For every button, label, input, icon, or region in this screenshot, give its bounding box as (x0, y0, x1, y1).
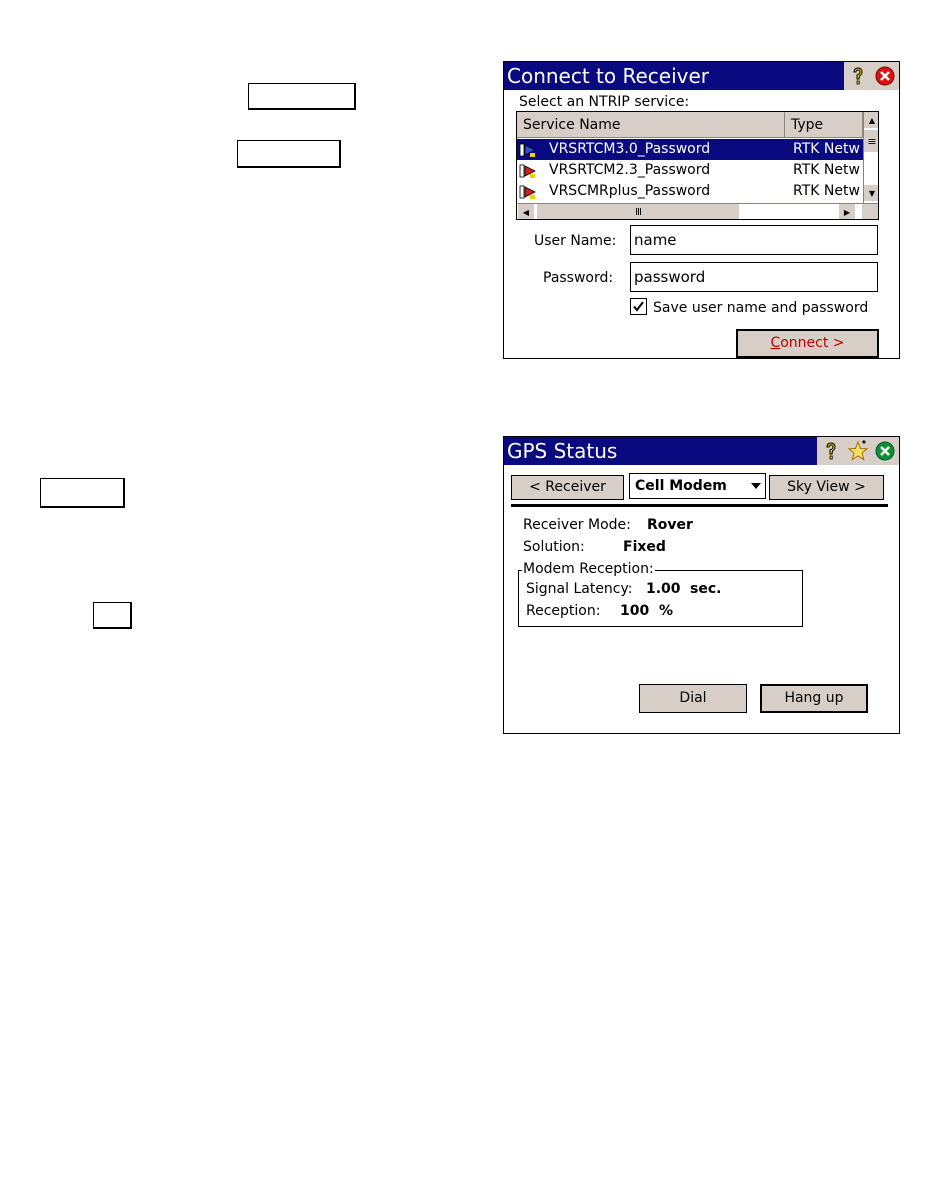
signal-latency-value: 1.00 (646, 581, 681, 597)
scroll-corner (862, 204, 879, 220)
window-title: Connect to Receiver (507, 64, 710, 88)
title-bar (504, 437, 899, 465)
service-name: VRSRTCM2.3_Password (549, 162, 711, 178)
solution-label: Solution: (523, 539, 585, 555)
signal-latency-label: Signal Latency: (526, 581, 633, 597)
sky-view-next-button[interactable]: Sky View > (769, 475, 884, 500)
scroll-up-arrow-icon[interactable]: ▲ (864, 112, 879, 128)
scroll-thumb[interactable]: ≡ (864, 130, 879, 152)
service-name: VRSCMRplus_Password (549, 183, 711, 199)
title-bar (504, 62, 899, 90)
separator-line (511, 504, 888, 507)
user-name-label: User Name: (534, 233, 617, 249)
window-title: GPS Status (507, 439, 618, 463)
dropdown-value: Cell Modem (635, 478, 727, 494)
column-type[interactable]: Type (785, 112, 863, 138)
service-type: RTK Netw (793, 141, 860, 157)
network-service-icon (517, 160, 539, 181)
scroll-right-arrow-icon[interactable]: ▶ (839, 204, 855, 220)
reception-label: Reception: (526, 603, 601, 619)
password-field[interactable]: password (630, 262, 878, 292)
connect-label: onnect > (780, 335, 845, 351)
favorite-star-icon[interactable] (847, 440, 869, 462)
scroll-left-arrow-icon[interactable]: ◀ (518, 204, 534, 220)
list-item[interactable] (517, 181, 863, 202)
ntrip-service-list[interactable] (516, 111, 879, 220)
hang-up-button[interactable]: Hang up (760, 684, 868, 713)
service-prompt: Select an NTRIP service: (519, 94, 690, 110)
blank-box-2 (237, 140, 341, 168)
reception-value: 100 (620, 603, 650, 619)
scroll-down-arrow-icon[interactable]: ▼ (864, 185, 879, 201)
receiver-mode-value: Rover (647, 517, 693, 533)
horizontal-scrollbar[interactable] (517, 203, 879, 220)
signal-latency-unit: sec. (690, 581, 722, 597)
receiver-prev-button[interactable]: < Receiver (511, 475, 624, 500)
modem-reception-title: Modem Reception: (523, 561, 654, 577)
gps-status-window (503, 436, 900, 734)
connect-to-receiver-window (503, 61, 900, 359)
password-label: Password: (543, 270, 614, 286)
title-bar-icons (817, 437, 899, 465)
receiver-mode-label: Receiver Mode: (523, 517, 631, 533)
connect-button[interactable] (736, 329, 879, 358)
service-name: VRSRTCM3.0_Password (549, 141, 711, 157)
user-name-field[interactable]: name (630, 225, 878, 255)
blank-box-1 (248, 83, 356, 110)
column-service-name[interactable]: Service Name (517, 112, 785, 138)
close-icon[interactable] (874, 65, 896, 87)
solution-value: Fixed (623, 539, 666, 555)
network-service-icon (517, 181, 539, 202)
help-icon[interactable] (847, 65, 869, 87)
save-credentials-label[interactable]: Save user name and password (653, 300, 869, 316)
scroll-thumb[interactable]: III (537, 204, 739, 220)
dial-button[interactable]: Dial (639, 684, 747, 713)
help-icon[interactable] (820, 440, 842, 462)
list-item[interactable] (517, 160, 863, 181)
connect-mnemonic: C (770, 335, 781, 351)
list-header (517, 112, 863, 138)
blank-box-3 (40, 478, 125, 508)
checkmark-icon (632, 300, 645, 313)
service-type: RTK Netw (793, 162, 860, 178)
list-item[interactable] (517, 139, 863, 160)
vertical-scrollbar[interactable] (863, 112, 879, 203)
save-credentials-checkbox[interactable] (630, 298, 647, 315)
blank-box-4 (93, 602, 132, 629)
chevron-down-icon[interactable] (751, 483, 761, 489)
service-type: RTK Netw (793, 183, 860, 199)
title-bar-icons (844, 62, 899, 90)
screen-select-dropdown[interactable] (629, 473, 766, 499)
network-service-icon (517, 139, 539, 160)
ok-icon[interactable] (874, 440, 896, 462)
reception-unit: % (659, 603, 674, 619)
